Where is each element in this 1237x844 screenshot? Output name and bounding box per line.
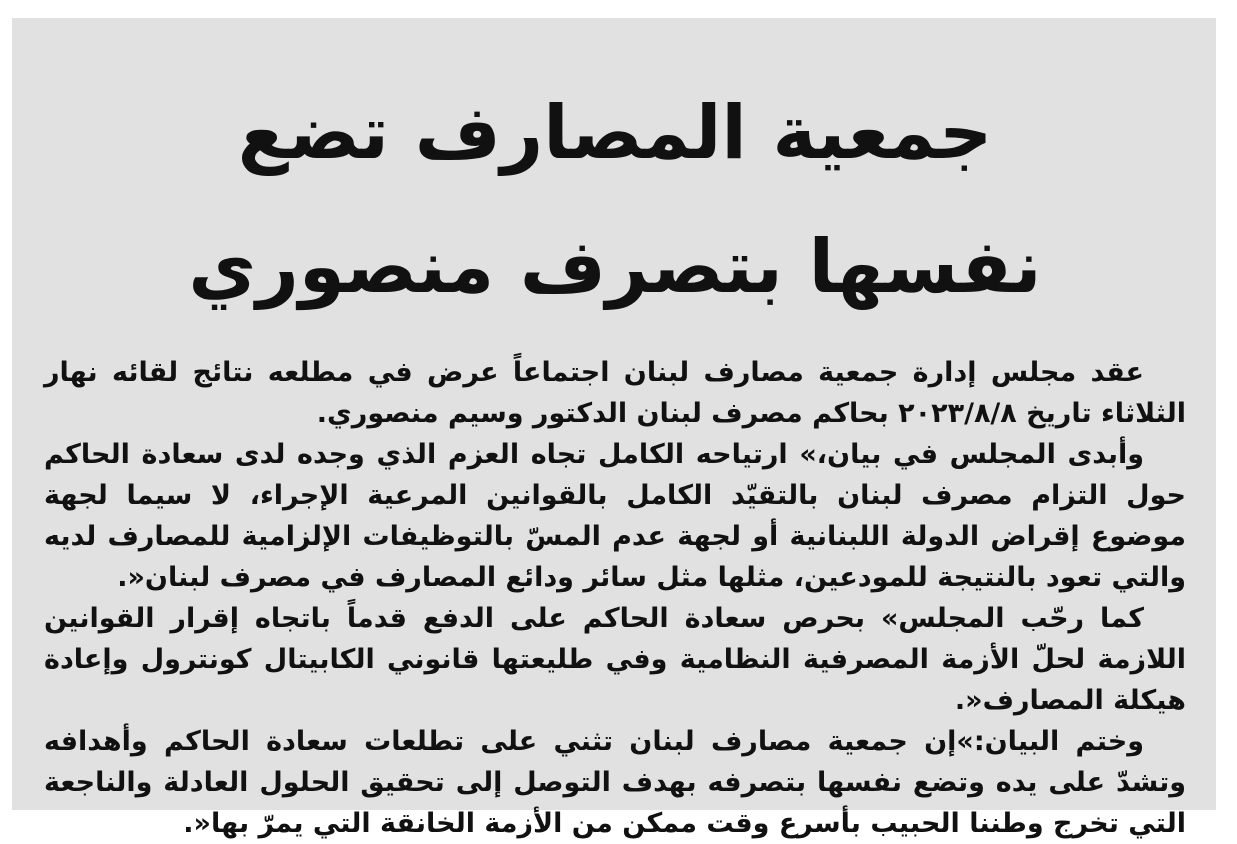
paragraph-2: وأبدى المجلس في بيان،» ارتياحه الكامل تجاه العزم الذي وجده لدى سعادة الحاكم حول التزام مصرف لبنان بالتقيّد الكامل بالقوانين المرعية الإجراء، لا سيما لجهة موضوع إقراض الدولة اللبنانية أو لجهة عدم المسّ بالتوظيفات الإلزامية للمصارف لديه والتي تعود بالنتيجة للمودعين، مثلها مثل سائر ودائع المصارف في مصرف لبنان«. (44, 439, 1186, 593)
news-clipping (12, 18, 1216, 839)
paragraph-1: عقد مجلس إدارة جمعية مصارف لبنان اجتماعاً عرض في مطلعه نتائج لقائه نهار الثلاثاء تاريخ ٢٠٢٣/٨/٨ بحاكم مصرف لبنان الدكتور وسيم منصوري. (44, 357, 1186, 429)
paragraph-4: وختم البيان:»إن جمعية مصارف لبنان تثني على تطلعات سعادة الحاكم وأهدافه وتشدّ على يده وتضع نفسها بتصرفه بهدف التوصل إلى تحقيق الحلول العادلة والناجعة التي تخرج وطننا الحبيب بأسرع وقت ممكن من الأزمة الخانقة التي يمرّ بها«. (44, 726, 1186, 839)
headline (44, 18, 1186, 334)
headline-line-2: نفسها بتصرف منصوري (188, 224, 1042, 310)
article-body (44, 352, 1186, 844)
headline-line-1: جمعية المصارف تضع (237, 90, 993, 176)
paragraph-3: كما رحّب المجلس» بحرص سعادة الحاكم على الدفع قدماً باتجاه إقرار القوانين اللازمة لحلّ الأزمة المصرفية النظامية وفي طليعتها قانوني الكابيتال كونترول وإعادة هيكلة المصارف«. (44, 603, 1186, 716)
